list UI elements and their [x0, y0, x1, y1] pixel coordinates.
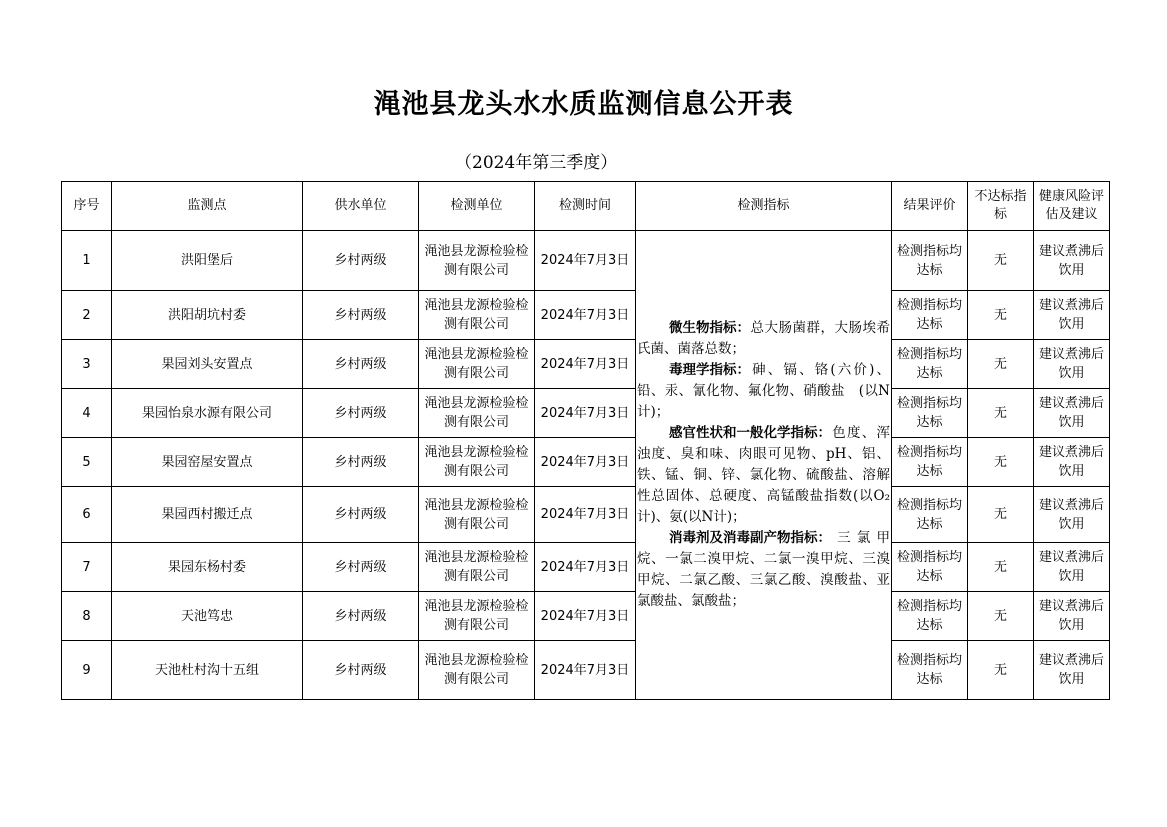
cell-time: 2024年7月3日 — [535, 438, 636, 487]
cell-site: 果园怡泉水源有限公司 — [112, 389, 303, 438]
cell-time: 2024年7月3日 — [535, 291, 636, 340]
cell-advice: 建议煮沸后饮用 — [1034, 438, 1110, 487]
cell-advice: 建议煮沸后饮用 — [1034, 291, 1110, 340]
indicator-heading: 感官性状和一般化学指标： — [669, 425, 831, 441]
header-supply: 供水单位 — [303, 182, 419, 231]
cell-time: 2024年7月3日 — [535, 231, 636, 291]
indicator-heading: 消毒剂及消毒副产物指标： — [669, 530, 831, 546]
header-lab: 检测单位 — [419, 182, 535, 231]
indicator-section — [637, 423, 890, 528]
cell-site: 果园西村搬迁点 — [112, 487, 303, 543]
cell-site: 洪阳堡后 — [112, 231, 303, 291]
cell-no: 8 — [62, 592, 112, 641]
cell-advice: 建议煮沸后饮用 — [1034, 340, 1110, 389]
indicator-text: 总大肠菌群，大肠埃希氏菌、菌落总数； — [637, 320, 890, 357]
cell-exceed: 无 — [968, 592, 1034, 641]
cell-time: 2024年7月3日 — [535, 543, 636, 592]
table-row — [62, 340, 1110, 389]
cell-time: 2024年7月3日 — [535, 389, 636, 438]
cell-exceed: 无 — [968, 543, 1034, 592]
cell-supply: 乡村两级 — [303, 438, 419, 487]
cell-result: 检测指标均达标 — [892, 389, 968, 438]
cell-site: 洪阳胡坑村委 — [112, 291, 303, 340]
cell-time: 2024年7月3日 — [535, 592, 636, 641]
cell-result: 检测指标均达标 — [892, 592, 968, 641]
indicator-text: 砷、镉、铬(六价)、铅、汞、氰化物、氟化物、硝酸盐 (以N计)； — [637, 362, 890, 420]
cell-advice: 建议煮沸后饮用 — [1034, 592, 1110, 641]
cell-supply: 乡村两级 — [303, 543, 419, 592]
cell-result: 检测指标均达标 — [892, 438, 968, 487]
cell-result: 检测指标均达标 — [892, 641, 968, 700]
cell-advice: 建议煮沸后饮用 — [1034, 389, 1110, 438]
cell-advice: 建议煮沸后饮用 — [1034, 641, 1110, 700]
cell-no: 1 — [62, 231, 112, 291]
header-advice: 健康风险评估及建议 — [1034, 182, 1110, 231]
cell-supply: 乡村两级 — [303, 291, 419, 340]
cell-exceed: 无 — [968, 438, 1034, 487]
table-row — [62, 543, 1110, 592]
indicators-cell — [636, 231, 892, 700]
cell-lab: 渑池县龙源检验检测有限公司 — [419, 438, 535, 487]
header-indicators: 检测指标 — [636, 182, 892, 231]
cell-no: 5 — [62, 438, 112, 487]
cell-result: 检测指标均达标 — [892, 487, 968, 543]
cell-no: 2 — [62, 291, 112, 340]
monitoring-table — [61, 181, 1110, 700]
cell-exceed: 无 — [968, 487, 1034, 543]
table-row — [62, 592, 1110, 641]
cell-advice: 建议煮沸后饮用 — [1034, 487, 1110, 543]
cell-time: 2024年7月3日 — [535, 487, 636, 543]
cell-lab: 渑池县龙源检验检测有限公司 — [419, 389, 535, 438]
cell-exceed: 无 — [968, 231, 1034, 291]
cell-lab: 渑池县龙源检验检测有限公司 — [419, 340, 535, 389]
indicator-heading: 微生物指标： — [669, 320, 750, 336]
header-site: 监测点 — [112, 182, 303, 231]
cell-result: 检测指标均达标 — [892, 340, 968, 389]
cell-site: 天池杜村沟十五组 — [112, 641, 303, 700]
cell-exceed: 无 — [968, 389, 1034, 438]
cell-result: 检测指标均达标 — [892, 291, 968, 340]
cell-supply: 乡村两级 — [303, 231, 419, 291]
cell-no: 6 — [62, 487, 112, 543]
table-row — [62, 291, 1110, 340]
cell-time: 2024年7月3日 — [535, 340, 636, 389]
cell-site: 果园东杨村委 — [112, 543, 303, 592]
cell-supply: 乡村两级 — [303, 487, 419, 543]
table-header-row — [62, 182, 1110, 231]
indicator-text: 三氯甲烷、一氯二溴甲烷、二氯一溴甲烷、三溴甲烷、二氯乙酸、三氯乙酸、溴酸盐、亚氯酸盐、氯酸盐； — [637, 530, 890, 609]
cell-lab: 渑池县龙源检验检测有限公司 — [419, 543, 535, 592]
table-row — [62, 389, 1110, 438]
header-time: 检测时间 — [535, 182, 636, 231]
indicator-text: 色度、浑浊度、臭和味、肉眼可见物、pH、铝、铁、锰、铜、锌、氯化物、硫酸盐、溶解性总固体、总硬度、高锰酸盐指数(以O₂计)、氨(以N计)； — [637, 425, 890, 525]
cell-site: 天池笃忠 — [112, 592, 303, 641]
cell-no: 9 — [62, 641, 112, 700]
cell-supply: 乡村两级 — [303, 389, 419, 438]
header-exceed: 不达标指标 — [968, 182, 1034, 231]
cell-result: 检测指标均达标 — [892, 543, 968, 592]
cell-time: 2024年7月3日 — [535, 641, 636, 700]
cell-no: 4 — [62, 389, 112, 438]
cell-exceed: 无 — [968, 291, 1034, 340]
cell-lab: 渑池县龙源检验检测有限公司 — [419, 487, 535, 543]
header-no: 序号 — [62, 182, 112, 231]
cell-lab: 渑池县龙源检验检测有限公司 — [419, 231, 535, 291]
table-row — [62, 641, 1110, 700]
header-result: 结果评价 — [892, 182, 968, 231]
table-row — [62, 231, 1110, 291]
cell-advice: 建议煮沸后饮用 — [1034, 231, 1110, 291]
cell-lab: 渑池县龙源检验检测有限公司 — [419, 291, 535, 340]
page-title: 渑池县龙头水水质监测信息公开表 — [373, 89, 794, 120]
cell-no: 3 — [62, 340, 112, 389]
cell-supply: 乡村两级 — [303, 592, 419, 641]
indicator-section — [637, 318, 890, 360]
indicator-section — [637, 528, 890, 612]
cell-exceed: 无 — [968, 641, 1034, 700]
indicator-heading: 毒理学指标： — [669, 362, 750, 378]
table-row — [62, 487, 1110, 543]
cell-supply: 乡村两级 — [303, 641, 419, 700]
cell-site: 果园刘头安置点 — [112, 340, 303, 389]
page-subtitle: （2024年第三季度） — [455, 153, 618, 173]
cell-lab: 渑池县龙源检验检测有限公司 — [419, 592, 535, 641]
cell-result: 检测指标均达标 — [892, 231, 968, 291]
cell-exceed: 无 — [968, 340, 1034, 389]
cell-site: 果园窑屋安置点 — [112, 438, 303, 487]
table-row — [62, 438, 1110, 487]
cell-supply: 乡村两级 — [303, 340, 419, 389]
cell-advice: 建议煮沸后饮用 — [1034, 543, 1110, 592]
cell-lab: 渑池县龙源检验检测有限公司 — [419, 641, 535, 700]
indicator-section — [637, 360, 890, 423]
cell-no: 7 — [62, 543, 112, 592]
